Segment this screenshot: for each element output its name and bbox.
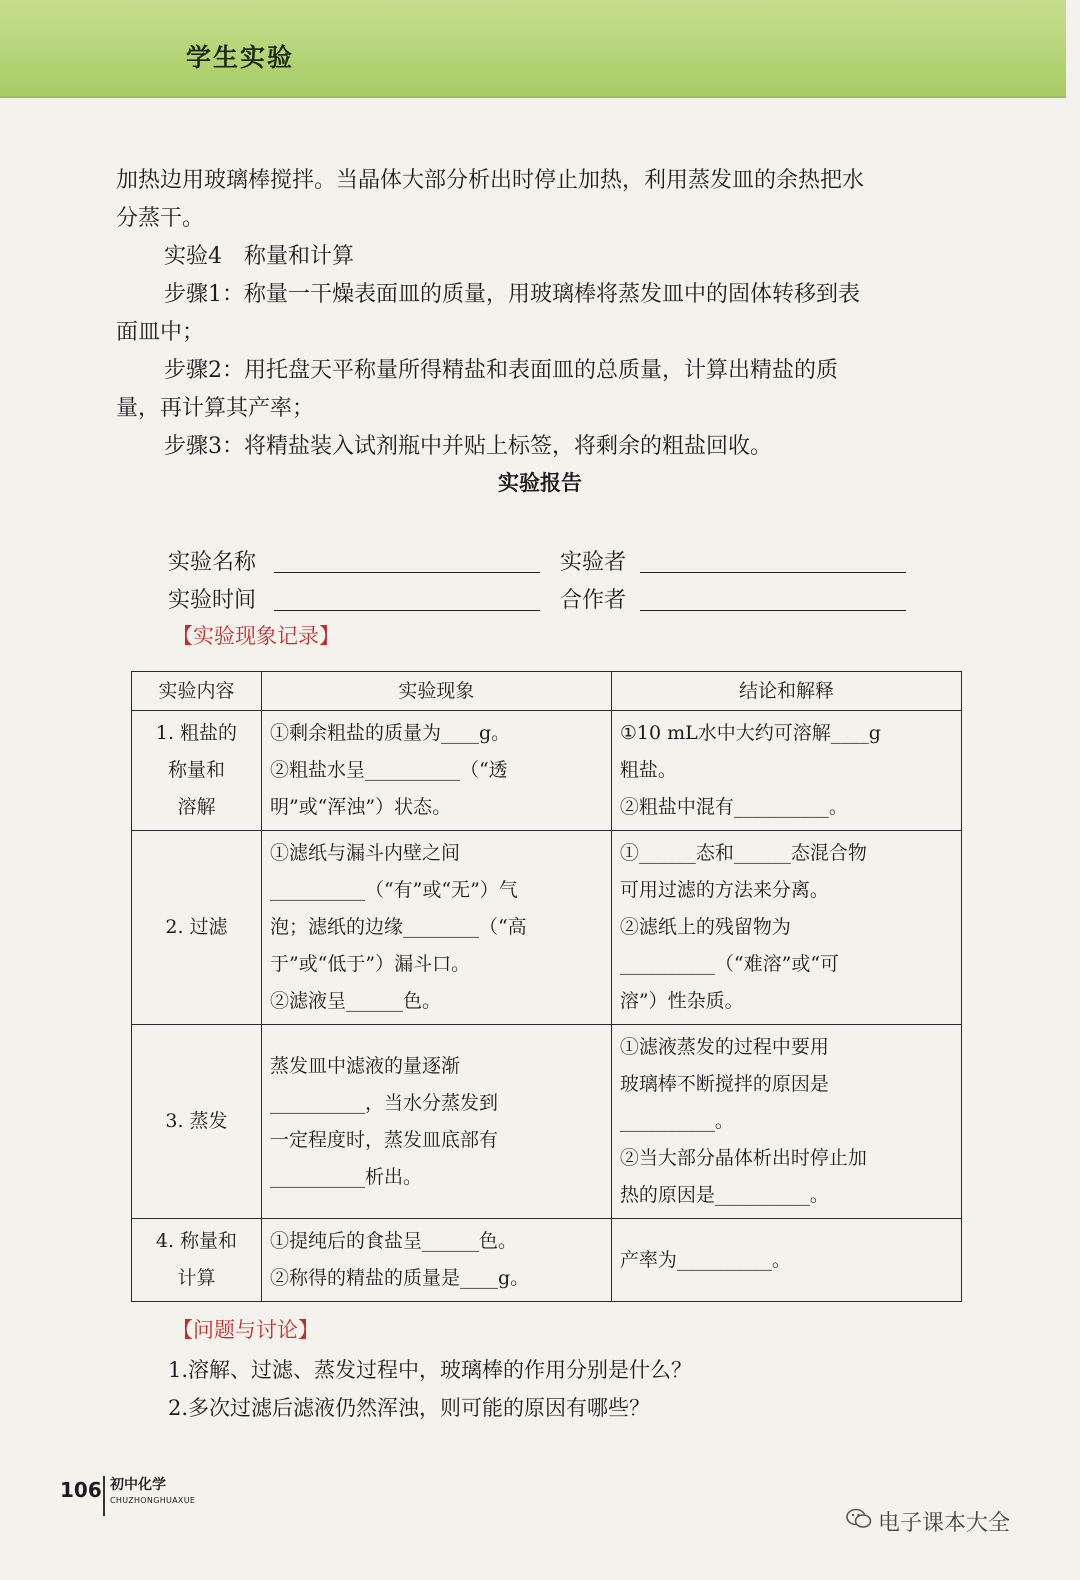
- cell-text: __________（“难溶”或“可: [619, 953, 840, 975]
- cell-text: __________（“有”或“无”）气: [269, 879, 518, 901]
- header-content: 实验内容: [132, 672, 262, 711]
- field-line-experimenter[interactable]: [640, 572, 906, 573]
- cell-text: 溶解: [177, 796, 216, 818]
- cell-text: ②滤纸上的残留物为: [619, 916, 791, 938]
- cell-text: 可用过滤的方法来分离。: [619, 879, 829, 901]
- footer-divider: [103, 1476, 105, 1516]
- intro-line-1: 加热边用玻璃棒搅拌。当晶体大部分析出时停止加热，利用蒸发皿的余热把水: [116, 168, 865, 193]
- header-conclusion: 结论和解释: [611, 672, 961, 711]
- cell-text: 于”或“低于”）漏斗口。: [269, 953, 471, 975]
- field-line-name[interactable]: [274, 572, 540, 573]
- cell-text: ①滤纸与漏斗内壁之间: [269, 842, 460, 864]
- row3-conclusion: [611, 1025, 961, 1219]
- cell-text: ①10 mL水中大约可溶解____g: [619, 722, 881, 744]
- wechat-icon: [846, 1508, 872, 1530]
- page-number: 106: [60, 1478, 102, 1502]
- book-pinyin: CHUZHONGHUAXUE: [110, 1496, 196, 1505]
- cell-text: 2. 过滤: [165, 916, 228, 938]
- cell-text: 4. 称量和: [155, 1230, 238, 1252]
- cell-text: ①剩余粗盐的质量为____g。: [269, 722, 511, 744]
- cell-text: 粗盐。: [619, 759, 677, 781]
- cell-text: ②称得的精盐的质量是____g。: [269, 1267, 530, 1289]
- row1-content: [132, 711, 262, 831]
- field-label-experimenter: 实验者: [560, 550, 627, 575]
- table-header-row: [132, 672, 962, 711]
- cell-text: __________析出。: [269, 1165, 422, 1188]
- cell-text: 蒸发皿中滤液的量逐渐: [269, 1054, 460, 1077]
- step1-line-1: 步骤1：称量一干燥表面皿的质量，用玻璃棒将蒸发皿中的固体转移到表: [164, 282, 860, 307]
- experiment4-title: 实验4 称量和计算: [164, 244, 354, 269]
- intro-line-2: 分蒸干。: [116, 206, 205, 231]
- record-table: [131, 671, 962, 1302]
- cell-text: __________，当水分蒸发到: [269, 1091, 498, 1114]
- record-heading: 【实验现象记录】: [172, 624, 340, 648]
- row1-conclusion: [611, 711, 961, 831]
- table-row: [132, 711, 962, 831]
- cell-text: 称量和: [167, 759, 225, 781]
- row2-content: [132, 831, 262, 1025]
- table-row: [132, 831, 962, 1025]
- cell-text: 热的原因是__________。: [619, 1184, 829, 1206]
- cell-text: ①______态和______态混合物: [619, 842, 867, 864]
- cell-text: ②当大部分晶体析出时停止加: [619, 1147, 867, 1169]
- step1-line-2: 面皿中；: [116, 320, 205, 345]
- cell-text: ②粗盐水呈__________（“透: [269, 759, 508, 781]
- row3-phenomenon: [261, 1025, 611, 1219]
- header-band: [0, 0, 1066, 98]
- step2-line-2: 量，再计算其产率；: [116, 396, 315, 421]
- table-row: [132, 1025, 962, 1219]
- cell-text: 计算: [177, 1267, 216, 1289]
- cell-text: ①提纯后的食盐呈______色。: [269, 1230, 517, 1252]
- step2-line-1: 步骤2：用托盘天平称量所得精盐和表面皿的总质量，计算出精盐的质: [164, 358, 838, 383]
- row4-content: [132, 1219, 262, 1302]
- step3-line: 步骤3：将精盐装入试剂瓶中并贴上标签，将剩余的粗盐回收。: [164, 434, 772, 459]
- field-line-time[interactable]: [274, 610, 540, 611]
- row4-phenomenon: [261, 1219, 611, 1302]
- field-label-name: 实验名称: [168, 550, 257, 575]
- question-2: 2.多次过滤后滤液仍然浑浊，则可能的原因有哪些？: [168, 1396, 651, 1420]
- field-label-collaborator: 合作者: [560, 588, 627, 613]
- cell-text: 明”或“浑浊”）状态。: [269, 796, 452, 818]
- row2-phenomenon: [261, 831, 611, 1025]
- cell-text: 玻璃棒不断搅拌的原因是: [619, 1073, 829, 1095]
- cell-text: ②粗盐中混有__________。: [619, 796, 848, 818]
- field-label-time: 实验时间: [168, 588, 257, 613]
- cell-text: 产率为__________。: [619, 1248, 791, 1271]
- report-title: 实验报告: [498, 471, 582, 495]
- cell-text: ①滤液蒸发的过程中要用: [619, 1036, 829, 1058]
- discussion-heading: 【问题与讨论】: [172, 1318, 319, 1342]
- row2-conclusion: [611, 831, 961, 1025]
- cell-text: 1. 粗盐的: [155, 722, 238, 744]
- cell-text: __________。: [619, 1110, 734, 1132]
- question-1: 1.溶解、过滤、蒸发过程中，玻璃棒的作用分别是什么？: [168, 1358, 693, 1382]
- book-name: 初中化学: [110, 1477, 166, 1493]
- cell-text: ②滤液呈______色。: [269, 990, 441, 1012]
- section-title: 学生实验: [186, 43, 295, 72]
- cell-text: 溶”）性杂质。: [619, 990, 744, 1012]
- cell-text: 泡；滤纸的边缘________（“高: [269, 916, 527, 938]
- field-line-collaborator[interactable]: [640, 610, 906, 611]
- cell-text: 3. 蒸发: [165, 1110, 228, 1132]
- row1-phenomenon: [261, 711, 611, 831]
- header-phenomenon: 实验现象: [261, 672, 611, 711]
- watermark-text: 电子课本大全: [878, 1511, 1011, 1536]
- cell-text: 一定程度时，蒸发皿底部有: [269, 1128, 498, 1151]
- row4-conclusion: [611, 1219, 961, 1302]
- row3-content: [132, 1025, 262, 1219]
- table-row: [132, 1219, 962, 1302]
